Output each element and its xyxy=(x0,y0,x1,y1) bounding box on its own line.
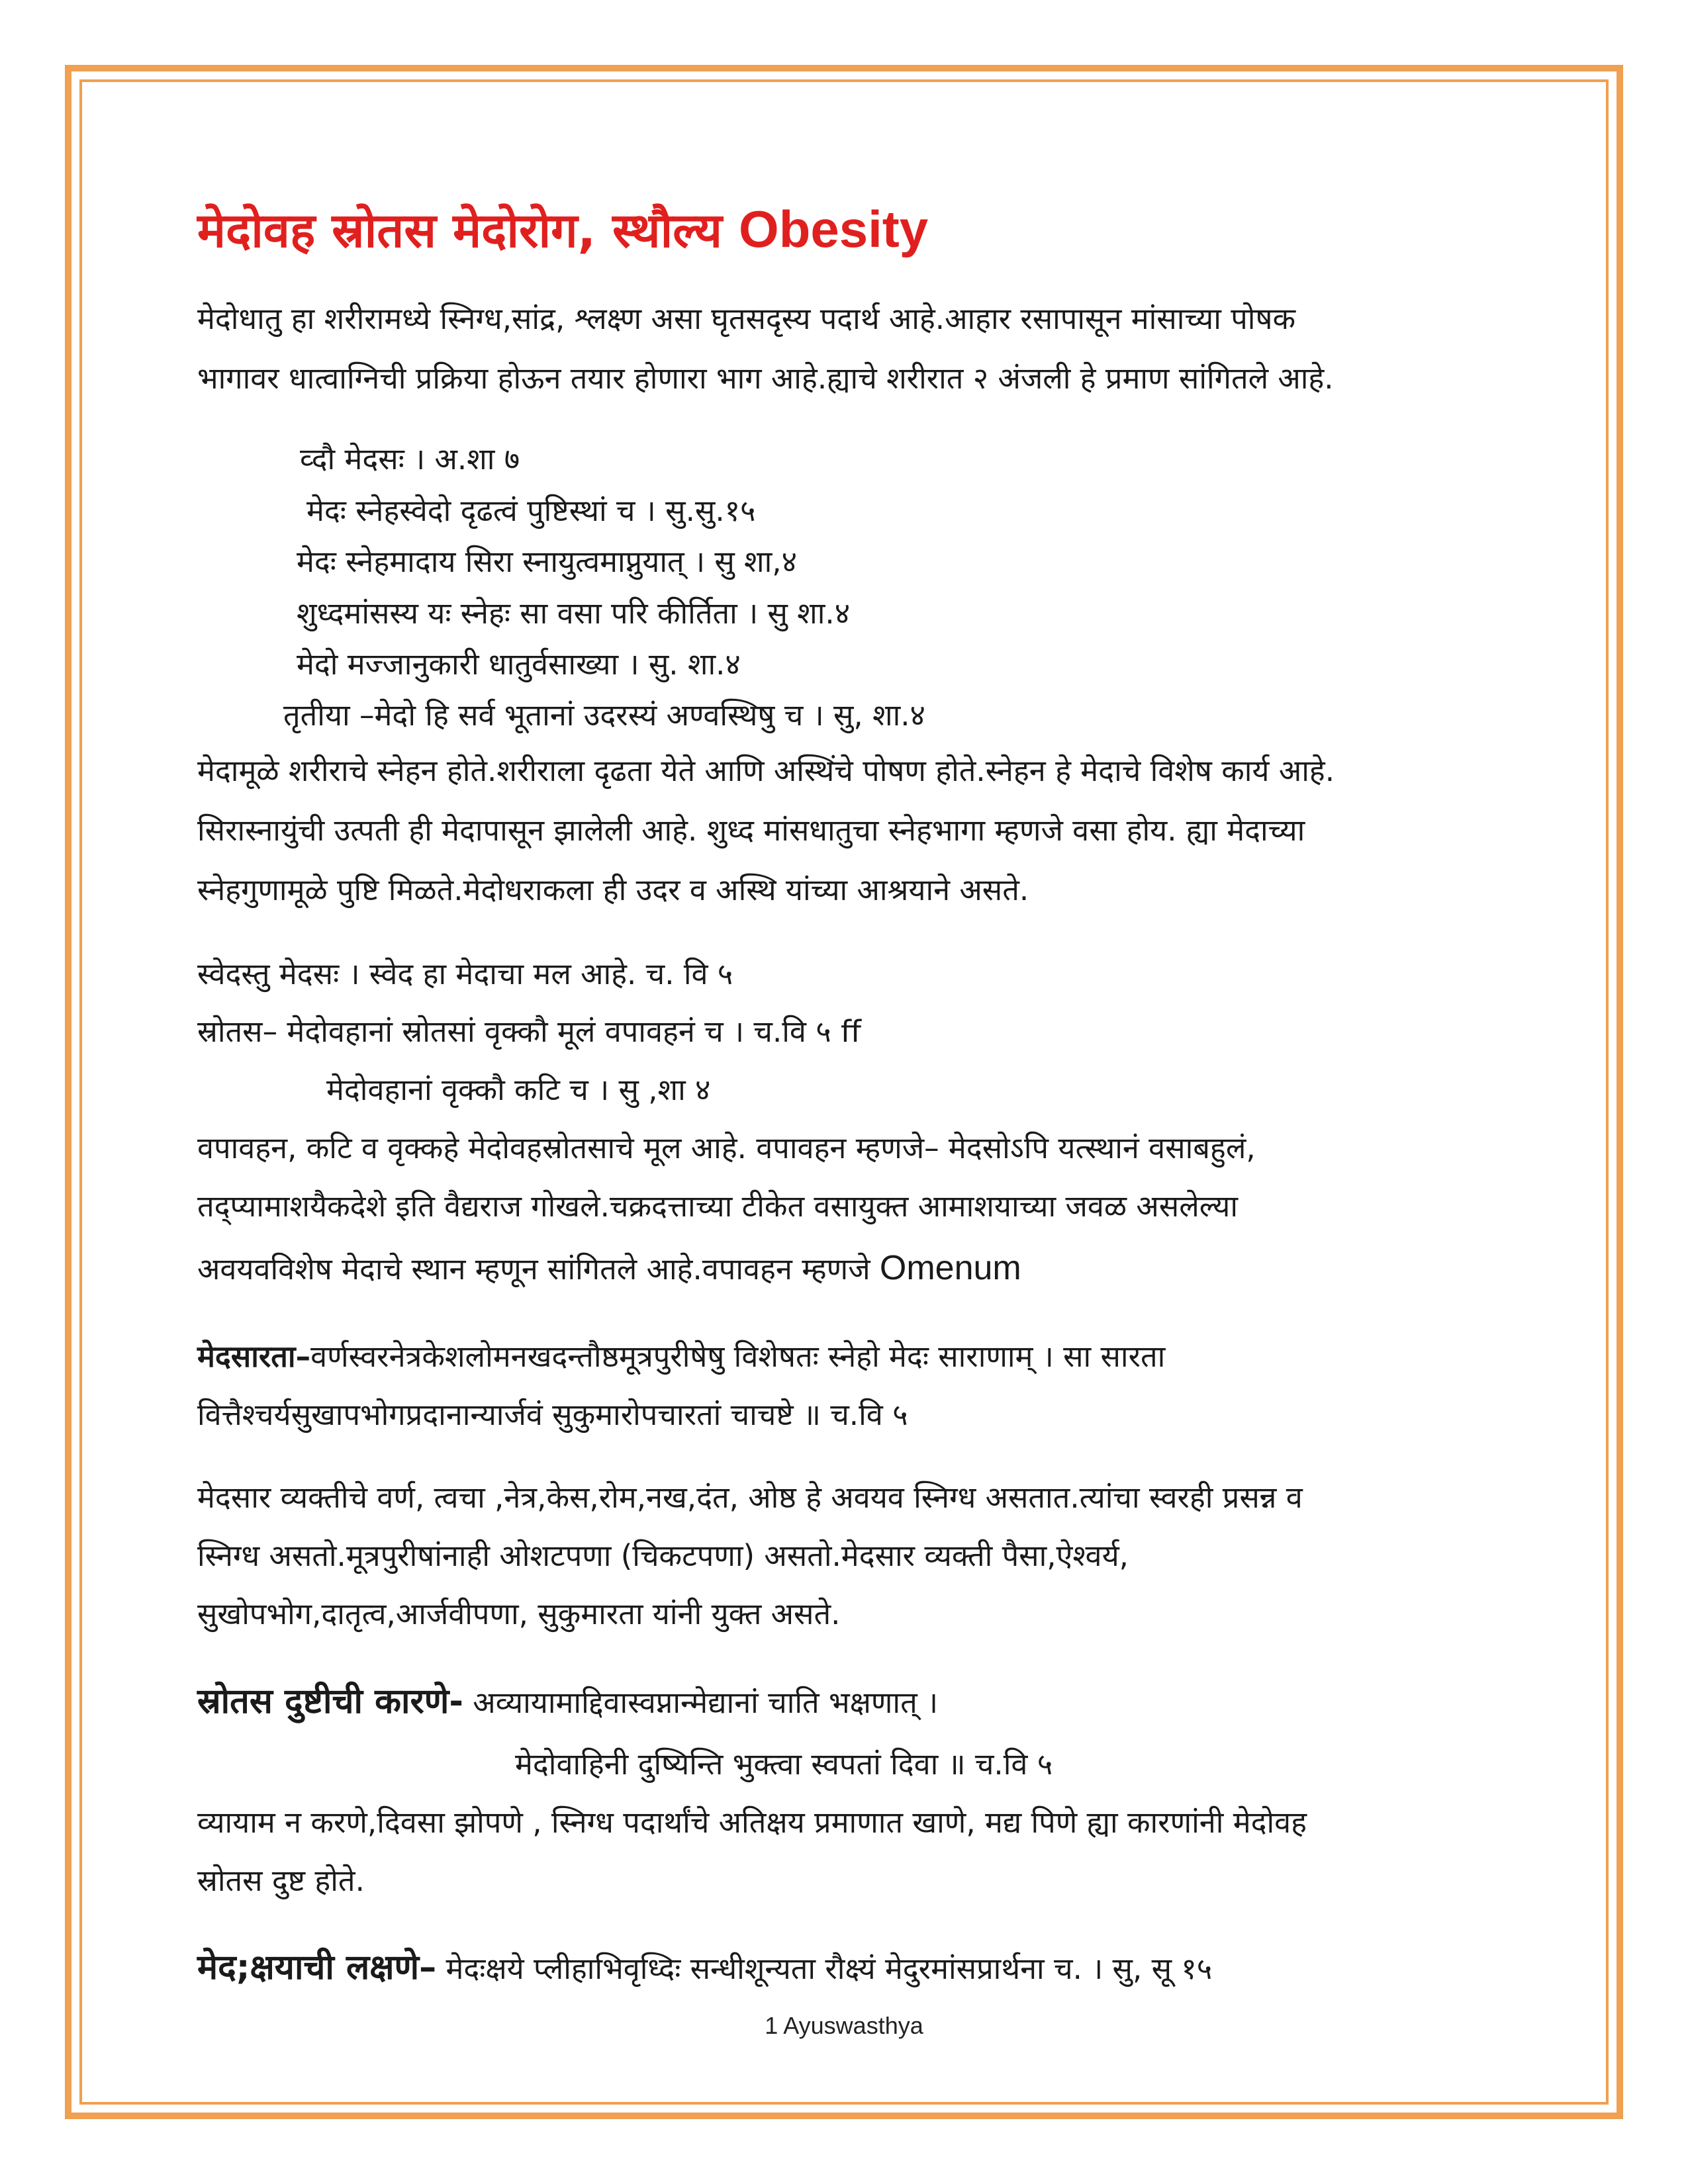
functions-line: स्नेहगुणामूळे पुष्टि मिळते.मेदोधराकला ही उदर व अस्थि यांच्या आश्रयाने असते. xyxy=(197,872,1029,907)
srotas-explain: वपावहन, कटि व वृक्कहे मेदोवहस्रोतसाचे मूल आहे. वपावहन म्हणजे– मेदसोऽपि यत्स्थानं वसाबहुलं, xyxy=(197,1130,1256,1165)
saar-line: सुखोपभोग,दातृत्व,आर्जवीपणा, सुकुमारता यांनी युक्त असते. xyxy=(197,1596,841,1631)
intro-line: भागावर धात्वाग्निची प्रक्रिया होऊन तयार होणारा भाग आहे.ह्याचे शरीरात २ अंजली हे प्रमाण सांगितले आहे. xyxy=(197,361,1334,396)
srotas-label: स्रोतस– xyxy=(197,1014,278,1050)
causes-line xyxy=(197,1668,1521,1735)
functions-line: सिरास्नायुंची उत्पती ही मेदापासून झालेली आहे. शुध्द मांसधातुचा स्नेहभागा म्हणजे वसा होय. ह्या मेदाच्या xyxy=(197,812,1305,848)
kshaya-section xyxy=(197,1934,1521,2001)
srotas-section xyxy=(197,945,1521,1302)
functions-paragraph xyxy=(197,741,1521,920)
kshaya-line xyxy=(197,1934,1521,2001)
srotas-mark: ff xyxy=(840,1014,861,1050)
document-body xyxy=(197,196,1521,2027)
saarata-line xyxy=(197,1328,1521,1386)
saar-line: स्निग्ध असतो.मूत्रपुरीषांनाही ओशटपणा (चिकटपणा) असतो.मेदसार व्यक्ती पैसा,ऐश्वर्य, xyxy=(197,1538,1129,1574)
causes-section xyxy=(197,1668,1521,1910)
causes-explain: स्रोतस दुष्ट होते. xyxy=(197,1862,365,1898)
saarata-text: वर्णस्वरनेत्रकेशलोमनखदन्तौष्ठमूत्रपुरीषेषु विशेषतः स्नेहो मेदः साराणाम् । सा सारता xyxy=(310,1338,1166,1374)
intro-line: मेदोधातु हा शरीरामध्ये स्निग्ध,सांद्र, श्लक्ष्ण असा घृतसदृस्य पदार्थ आहे.आहार रसापासून मांसाच्या पोषक xyxy=(197,301,1296,337)
quote-line: व्दौ मेदसः । अ.शा ७ xyxy=(300,441,520,477)
shloka-quotes xyxy=(197,433,1521,741)
srotas-explain: तद्प्यामाशयैकदेशे इति वैद्यराज गोखले.चक्रदत्ताच्या टीकेत वसायुक्त आमाशयाच्या जवळ असलेल्या xyxy=(197,1188,1239,1224)
functions-line: मेदामूळे शरीराचे स्नेहन होते.शरीराला दृढता येते आणि अस्थिंचे पोषण होते.स्नेहन हे मेदाचे विशेष कार्य आहे. xyxy=(197,752,1335,788)
srotas-line-2: मेदोवहानां वृक्कौ कटि च । सु ,शा ४ xyxy=(326,1072,711,1108)
srotas-explain-text: अवयवविशेष मेदाचे स्थान म्हणून सांगितले आहे.वपावहन म्हणजे xyxy=(197,1251,880,1287)
title-marathi: मेदोवह स्रोतस मेदोरोग, स्थौल्य xyxy=(197,203,722,258)
page-footer: 1 Ayuswasthya xyxy=(765,2012,923,2039)
causes-label: स्रोतस दुष्टीची कारणे- xyxy=(197,1681,463,1721)
mala-line: स्वेदस्तु मेदसः । स्वेद हा मेदाचा मल आहे. च. वि ५ xyxy=(197,956,733,991)
saarata-section xyxy=(197,1328,1521,1444)
title-english: Obesity xyxy=(739,200,929,258)
causes-text: अव्यायामाद्दिवास्वप्नान्मेद्यानां चाति भक्षणात् । xyxy=(463,1684,939,1720)
quote-line: मेदः स्नेहस्वेदो दृढत्वं पुष्टिस्थां च । सु.सु.१५ xyxy=(306,492,756,528)
srotas-explain xyxy=(197,1235,1521,1302)
omenum-term: Omenum xyxy=(879,1249,1021,1288)
kshaya-label: मेद;क्षयाची लक्षणे– xyxy=(197,1948,437,1988)
quote-line: मेदः स्नेहमादाय सिरा स्नायुत्वमाप्नुयात् । सु शा,४ xyxy=(297,544,798,580)
srotas-line xyxy=(197,1003,1521,1061)
page-title xyxy=(197,196,1521,263)
causes-explain: व्यायाम न करणे,दिवसा झोपणे , स्निग्ध पदार्थांचे अतिक्षय प्रमाणात खाणे, मद्य पिणे ह्या कारणांनी मेदोवह xyxy=(197,1804,1307,1840)
saarata-label: मेदसारता– xyxy=(197,1338,311,1374)
saarata-line-2: वित्तैश्चर्यसुखापभोगप्रदानान्यार्जवं सुकुमारोपचारतां चाचष्टे ॥ च.वि ५ xyxy=(197,1396,908,1432)
quote-line: तृतीया –मेदो हि सर्व भूतानां उदरस्यं अण्वस्थिषु च । सु, शा.४ xyxy=(283,698,925,733)
intro-paragraph xyxy=(197,289,1521,408)
quote-line: मेदो मज्जानुकारी धातुर्वसाख्या । सु. शा.४ xyxy=(297,646,741,682)
saar-line: मेदसार व्यक्तीचे वर्ण, त्वचा ,नेत्र,केस,रोम,नख,दंत, ओष्ठ हे अवयव स्निग्ध असतात.त्यांचा स्वरही प्रसन्न व xyxy=(197,1480,1303,1516)
saar-description xyxy=(197,1469,1521,1643)
srotas-text: मेदोवहानां स्रोतसां वृक्कौ मूलं वपावहनं च । च.वि ५ xyxy=(277,1014,841,1050)
kshaya-text: मेदःक्षये प्लीहाभिवृध्दिः सन्धीशून्यता रौक्ष्यं मेदुरमांसप्रार्थना च. । सु, सू १५ xyxy=(436,1951,1213,1987)
causes-line-2: मेदोवाहिनी दुष्यिन्ति भुक्त्वा स्वपतां दिवा ॥ च.वि ५ xyxy=(515,1747,1053,1782)
quote-line: शुध्दमांसस्य यः स्नेहः सा वसा परि कीर्तिता । सु शा.४ xyxy=(297,595,851,631)
